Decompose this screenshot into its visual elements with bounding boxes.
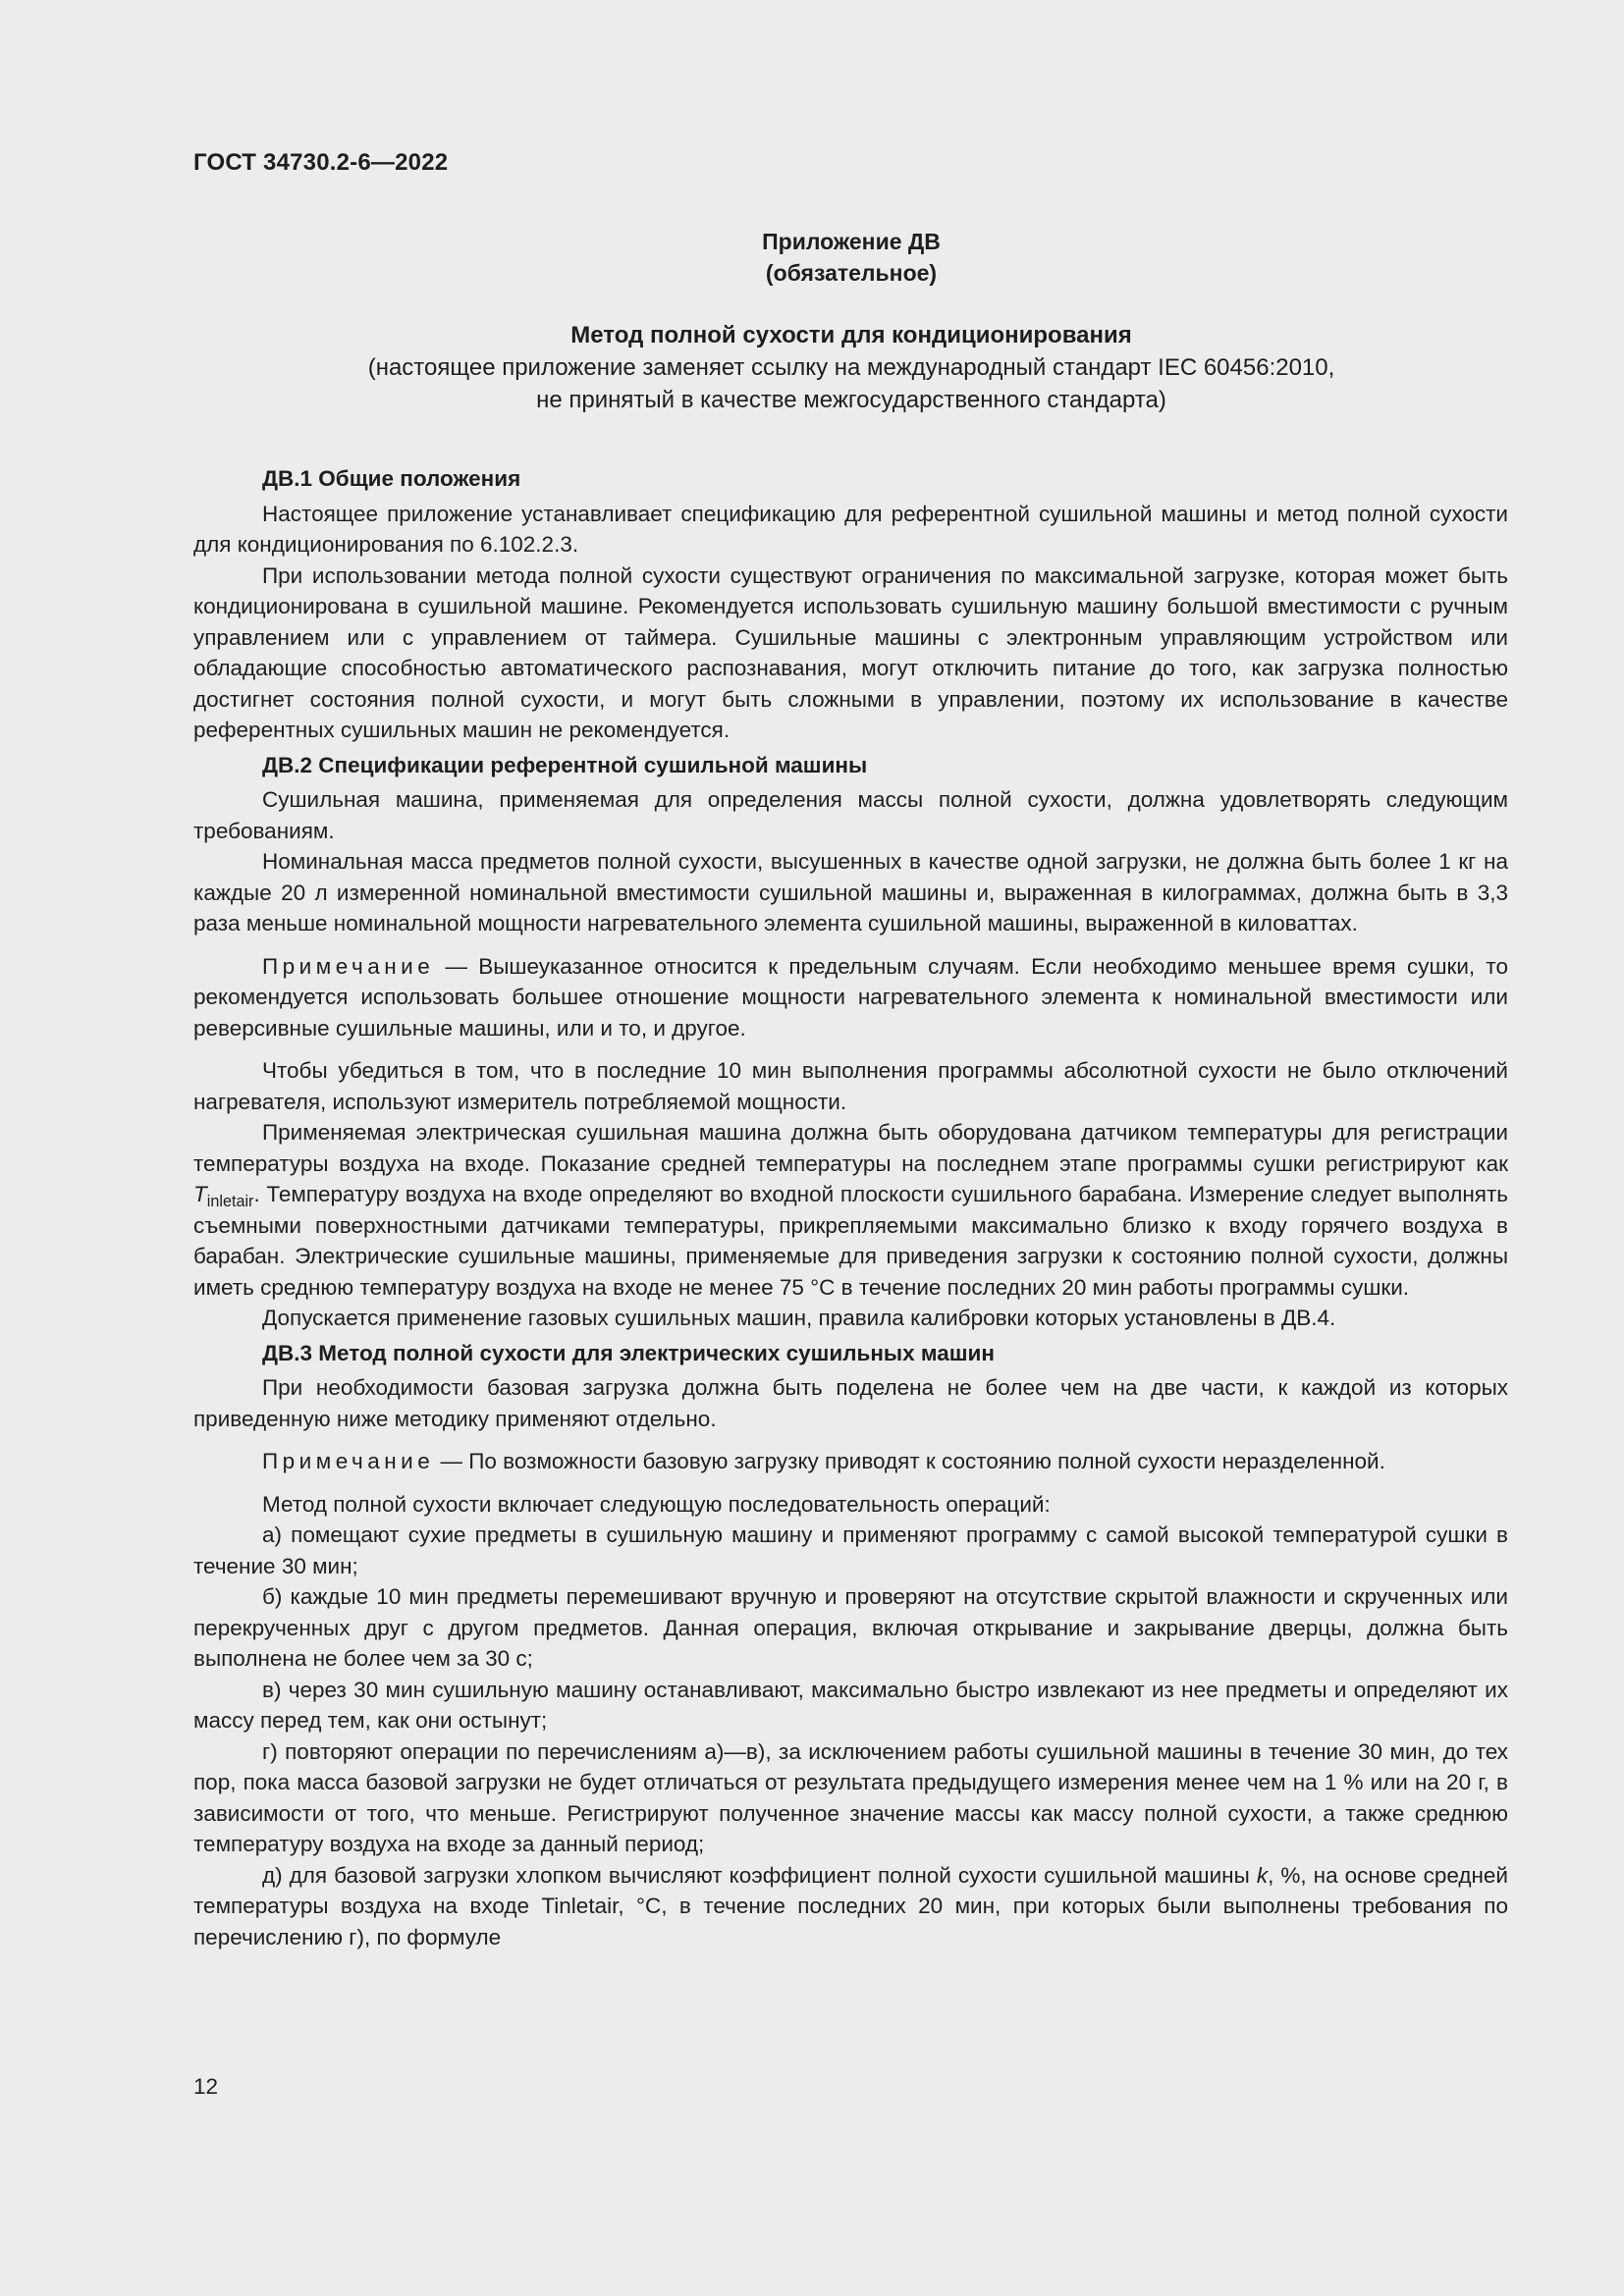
note-label: Примечание <box>262 1449 435 1473</box>
paragraph: Номинальная масса предметов полной сухости, высушенных в качестве одной загрузки, не должна быть более 1 кг на каждые 20 л измеренной номинальной вместимости сушильной машины и, выраженная в килограммах, должна быть в 3,3 раза меньше номинальной мощности нагревательного элемента сушильной машины, выраженной в киловаттах. <box>193 849 1508 935</box>
paragraph <box>193 1117 1508 1303</box>
annex-title: Приложение ДВ <box>762 229 941 254</box>
paragraph: Чтобы убедиться в том, что в последние 10 мин выполнения программы абсолютной сухости не было отключений нагревателя, используют измеритель потребляемой мощности. <box>193 1058 1508 1114</box>
paragraph-text: . Температуру воздуха на входе определяют во входной плоскости сушильного барабана. Измерение следует выполнять съемными поверхностными датчиками температуры, прикрепляемыми максимально близко к входу горячего воздуха в барабан. Электрические сушильные машины, применяемые для приведения загрузки к состоянию полной сухости, должны иметь среднюю температуру воздуха на входе не менее 75 °С в течение последних 20 мин работы программы сушки. <box>193 1182 1508 1300</box>
paragraph: Сушильная машина, применяемая для определения массы полной сухости, должна удовлетворять следующим требованиям. <box>193 787 1508 843</box>
section-heading-dv3: ДВ.3 Метод полной сухости для электрических сушильных машин <box>262 1340 995 1365</box>
paragraph: При необходимости базовая загрузка должна быть поделена не более чем на две части, к каждой из которых приведенную ниже методику применяют отдельно. <box>193 1375 1508 1431</box>
standard-designation: ГОСТ 34730.2-6—2022 <box>193 149 449 176</box>
note-text: — Вышеуказанное относится к предельным случаям. Если необходимо меньшее время сушки, то рекомендуется использовать большее отношение мощности нагревательного элемента к номинальной вместимости или реверсивные сушильные машины, или и то, и другое. <box>193 953 1508 1041</box>
document-body <box>193 463 1508 1952</box>
annex-heading <box>193 226 1509 289</box>
list-item: в) через 30 мин сушильную машину останавливают, максимально быстро извлекают из нее предметы и определяют их массу перед тем, как они остынут; <box>193 1677 1508 1733</box>
paragraph-text: Применяемая электрическая сушильная машина должна быть оборудована датчиком температуры для регистрации температуры воздуха на входе. Показание средней температуры на последнем этапе программы сушки регистрируют как <box>193 1120 1508 1176</box>
list-item-text: , %, на основе средней температуры воздуха на входе Tinletair, °С, в течение последних 20 мин, при которых были выполнены требования по перечислению г), по формуле <box>193 1862 1508 1949</box>
annex-status: (обязательное) <box>765 260 938 286</box>
list-item <box>193 1860 1508 1953</box>
paragraph: Настоящее приложение устанавливает спецификацию для референтной сушильной машины и метод полной сухости для кондиционирования по 6.102.2.3. <box>193 501 1508 557</box>
note <box>193 1446 1508 1477</box>
list-item: г) повторяют операции по перечислениям а)—в), за исключением работы сушильной машины в течение 30 мин, до тех пор, пока масса базовой загрузки не будет отличаться от результата предыдущего измерения менее чем на 1 % или на 20 г, в зависимости от того, что меньше. Регистрируют полученное значение массы как массу полной сухости, а также среднюю температуру воздуха на входе за данный период; <box>193 1738 1508 1856</box>
list-item: б) каждые 10 мин предметы перемешивают вручную и проверяют на отсутствие скрытой влажности и скрученных или перекрученных друг с другом предметов. Данная операция, включая открывание и закрывание дверцы, должна быть выполнена не более чем за 30 с; <box>193 1584 1508 1671</box>
temperature-subscript: inletair <box>206 1193 254 1210</box>
list-item: а) помещают сухие предметы в сушильную машину и применяют программу с самой высокой температурой сушки в течение 30 мин; <box>193 1522 1508 1578</box>
note-text: — По возможности базовую загрузку приводят к состоянию полной сухости неразделенной. <box>434 1449 1385 1473</box>
page-number: 12 <box>193 2074 219 2099</box>
paragraph: При использовании метода полной сухости существуют ограничения по максимальной загрузке, которая может быть кондиционирована в сушильной машине. Рекомендуется использовать сушильную машину большой вместимости с ручным управлением или с управлением от таймера. Сушильные машины с электронным управляющим устройством или обладающие способностью автоматического распознавания, могут отключить питание до того, как загрузка полностью достигнет состояния полной сухости, и могут быть сложными в управлении, поэтому их использование в качестве референтных сушильных машин не рекомендуется. <box>193 562 1508 742</box>
paragraph: Метод полной сухости включает следующую последовательность операций: <box>262 1491 1051 1517</box>
list-item-text: д) для базовой загрузки хлопком вычисляют коэффициент полной сухости сушильной машины <box>262 1862 1257 1888</box>
coefficient-symbol: k <box>1256 1862 1269 1888</box>
note <box>193 951 1508 1044</box>
section-heading-dv2: ДВ.2 Спецификации референтной сушильной машины <box>262 752 868 777</box>
method-note-line-2: не принятый в качестве межгосударственного стандарта) <box>536 387 1166 413</box>
section-heading-dv1: ДВ.1 Общие положения <box>262 466 521 491</box>
method-note-line-1: (настоящее приложение заменяет ссылку на международный стандарт IEC 60456:2010, <box>367 354 1335 381</box>
paragraph: Допускается применение газовых сушильных машин, правила калибровки которых установлены в ДВ.4. <box>262 1306 1336 1330</box>
method-title: Метод полной сухости для кондиционирования <box>570 322 1132 348</box>
note-label: Примечание <box>262 953 435 979</box>
method-heading <box>193 319 1509 416</box>
temperature-symbol: T <box>193 1182 207 1206</box>
